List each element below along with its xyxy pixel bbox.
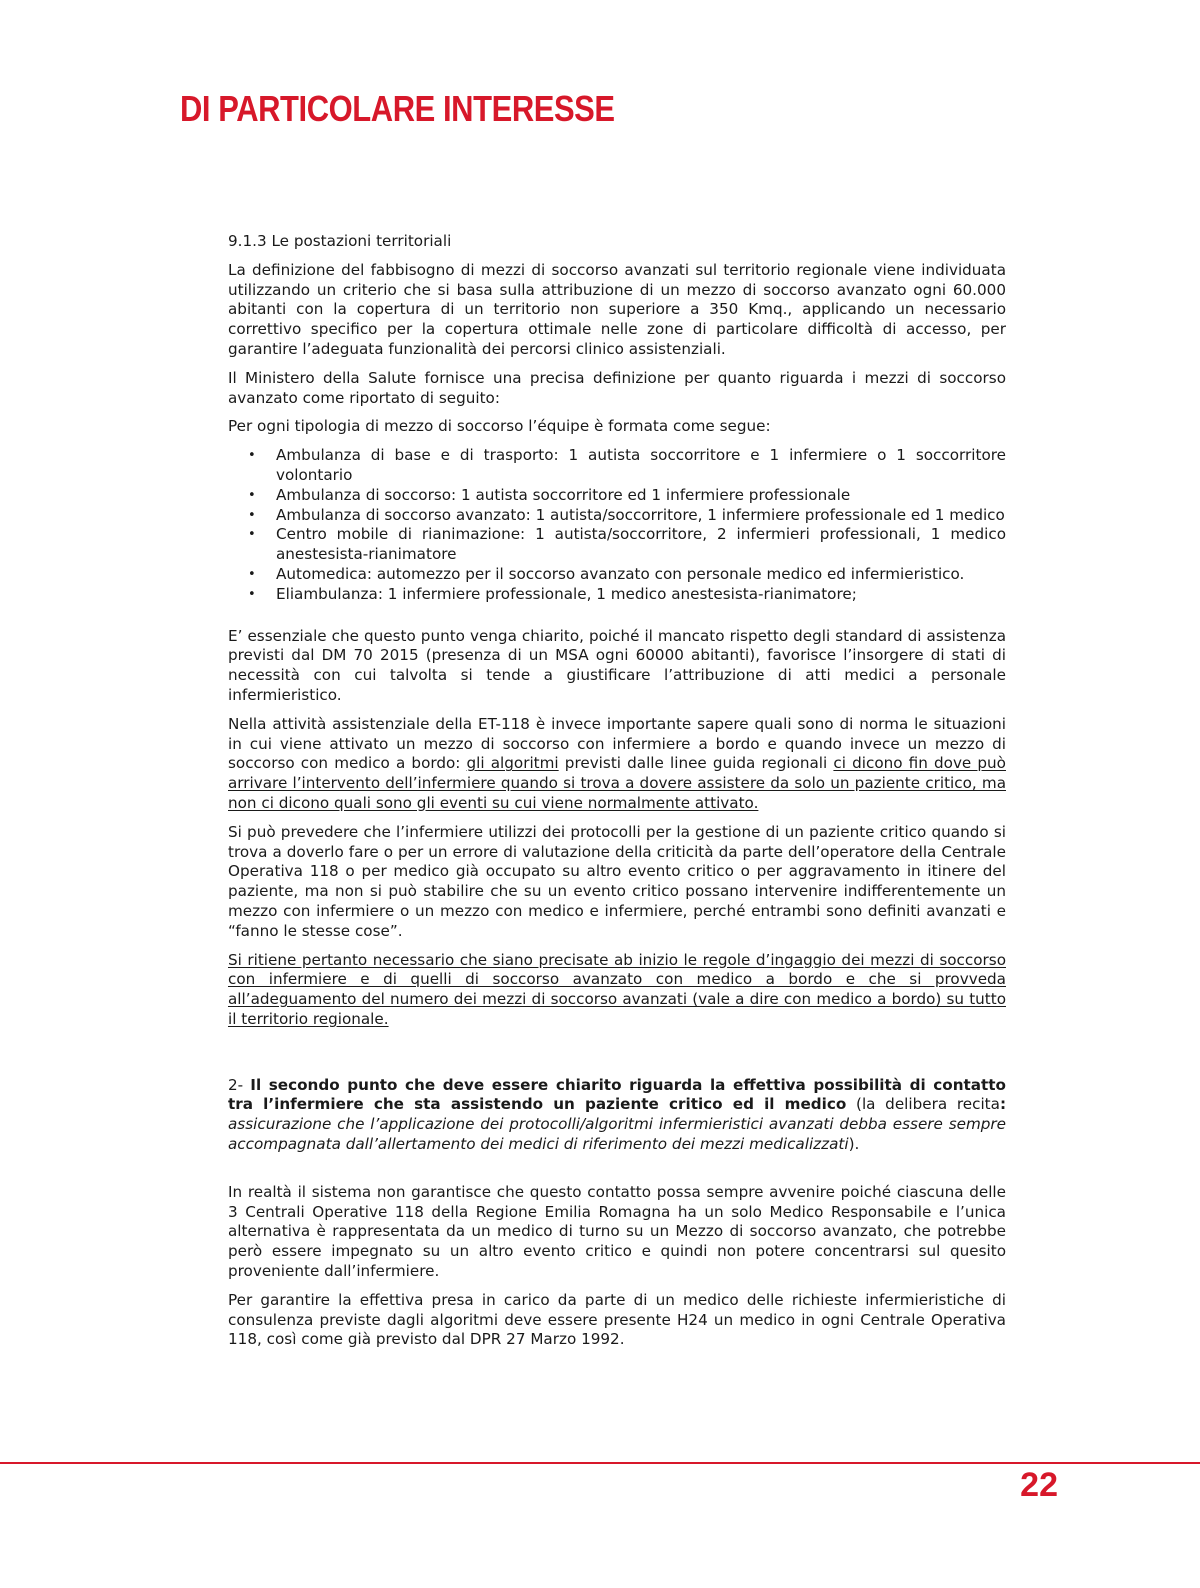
paragraph-point-2 bbox=[228, 1076, 1006, 1155]
conclusion-underlined: Si ritiene pertanto necessario che siano precisate ab inizio le regole d’ingaggio dei mezzi di soccorso con infermiere e di quelli di soccorso avanzato con medico a bordo e che si provveda all’adeguamento del numero dei mezzi di soccorso avanzati (vale a dire con medico a bordo) su tutto il territorio regionale. bbox=[228, 950, 1006, 1028]
paragraph-essential: E’ essenziale che questo punto venga chiarito, poiché il mancato rispetto degli standard di assistenza previsti dal DM 70 2015 (presenza di un MSA ogni 60000 abitanti), favorisce l’insorgere di stati di necessità con cui talvolta si tende a giustificare l’attribuzione di atti medici a personale infermieristico. bbox=[228, 626, 1006, 704]
paragraph-equipe-intro: Per ogni tipologia di mezzo di soccorso l’équipe è formata come segue: bbox=[228, 417, 771, 436]
activity-text-a: Nella attività assistenziale della ET-118 è invece importante sapere quali sono di norma le situazioni in cui viene attivato un mezzo di soccorso con infermiere a bordo e quando invece un mezzo di soccorso con medico a bordo: bbox=[228, 714, 1006, 773]
point-2-colon: : bbox=[999, 1095, 1007, 1114]
paragraph-reality: In realtà il sistema non garantisce che questo contatto possa sempre avvenire poiché ciascuna delle 3 Centrali Operative 118 della Regione Emilia Romagna ha un solo Medico Responsabile e l’unica alternativa è rappresentata da un medico di turno su un Mezzo di soccorso avanzato, che potrebbe però essere impegnato su un altro evento critico e quindi non potere concentrarsi sul quesito proveniente dall’infermiere. bbox=[228, 1182, 1006, 1281]
paragraph-activity bbox=[228, 715, 1006, 814]
point-2-italic: assicurazione che l’applicazione dei protocolli/algoritmi infermieristici avanzati debba essere sempre accompagnata dall’allertamento dei medici di riferimento dei mezzi medicalizzati bbox=[228, 1115, 1006, 1154]
list-item: • Eliambulanza: 1 infermiere professionale, 1 medico anestesista-rianimatore; bbox=[228, 585, 1006, 605]
activity-underlined-1: gli algoritmi bbox=[466, 754, 559, 773]
list-item: • Centro mobile di rianimazione: 1 autista/soccorritore, 2 infermieri professionali, 1 medico anestesista-rianimatore bbox=[228, 525, 1006, 565]
list-item: • Automedica: automezzo per il soccorso avanzato con personale medico ed infermieristico. bbox=[228, 565, 1006, 585]
page-number: 22 bbox=[1020, 1466, 1058, 1504]
point-2-close: ). bbox=[848, 1135, 860, 1154]
paragraph-guarantee: Per garantire la effettiva presa in carico da parte di un medico delle richieste infermieristiche di consulenza previste dagli algoritmi deve essere presente H24 un medico in ogni Centrale Operativa 118, così come già previsto dal DPR 27 Marzo 1992. bbox=[228, 1290, 1006, 1349]
paragraph-conclusion bbox=[228, 951, 1006, 1030]
paragraph-protocols: Si può prevedere che l’infermiere utilizzi dei protocolli per la gestione di un paziente critico quando si trova a doverlo fare o per un errore di valutazione della criticità da parte dell’operatore della Centrale Operativa 118 o per medico già occupato su altro evento critico o per aggravamento in itinere del paziente, ma non si può stabilire che su un evento critico possano intervenire indifferentemente un mezzo con infermiere o un mezzo con medico e infermiere, perché entrambi sono definiti avanzati e “fanno le stesse cose”. bbox=[228, 822, 1006, 940]
list-item: • Ambulanza di soccorso avanzato: 1 autista/soccorritore, 1 infermiere professionale ed 1 medico bbox=[228, 506, 1006, 526]
activity-underlined-2: ci dicono fin dove può arrivare l’intervento dell’infermiere quando si trova a dovere assistere da solo un paziente critico, ma non ci dicono quali sono gli eventi su cui viene normalmente attivato. bbox=[228, 754, 1006, 812]
paragraph-ministry: Il Ministero della Salute fornisce una precisa definizione per quanto riguarda i mezzi di soccorso avanzato come riportato di seguito: bbox=[228, 368, 1006, 407]
paragraph-intro: La definizione del fabbisogno di mezzi di soccorso avanzati sul territorio regionale viene individuata utilizzando un criterio che si basa sulla attribuzione di un mezzo di soccorso avanzato ogni 60.000 abitanti con la copertura di un territorio non superiore a 350 Kmq., applicando un necessario correttivo specifico per la copertura ottimale nelle zone di particolare difficoltà di accesso, per garantire l’adeguata funzionalità dei percorsi clinico assistenziali. bbox=[228, 260, 1006, 358]
equipe-list bbox=[228, 446, 1006, 604]
document-body bbox=[228, 232, 1006, 1359]
footer-divider bbox=[0, 1462, 1200, 1464]
list-item: • Ambulanza di soccorso: 1 autista soccorritore ed 1 infermiere professionale bbox=[228, 486, 1006, 506]
point-2-number: 2- bbox=[228, 1075, 251, 1094]
page-header-title: DI PARTICOLARE INTERESSE bbox=[180, 88, 615, 129]
section-heading: 9.1.3 Le postazioni territoriali bbox=[228, 232, 452, 250]
point-2-plain: (la delibera recita bbox=[846, 1095, 1000, 1114]
list-item: • Ambulanza di base e di trasporto: 1 autista soccorritore e 1 infermiere o 1 soccorritore volontario bbox=[228, 446, 1006, 486]
activity-text-b: previsti dalle linee guida regionali bbox=[558, 754, 834, 773]
point-2-bold: Il secondo punto che deve essere chiarito riguarda la effettiva possibilità di contatto tra l’infermiere che sta assistendo un paziente critico ed il medico bbox=[228, 1075, 1006, 1114]
